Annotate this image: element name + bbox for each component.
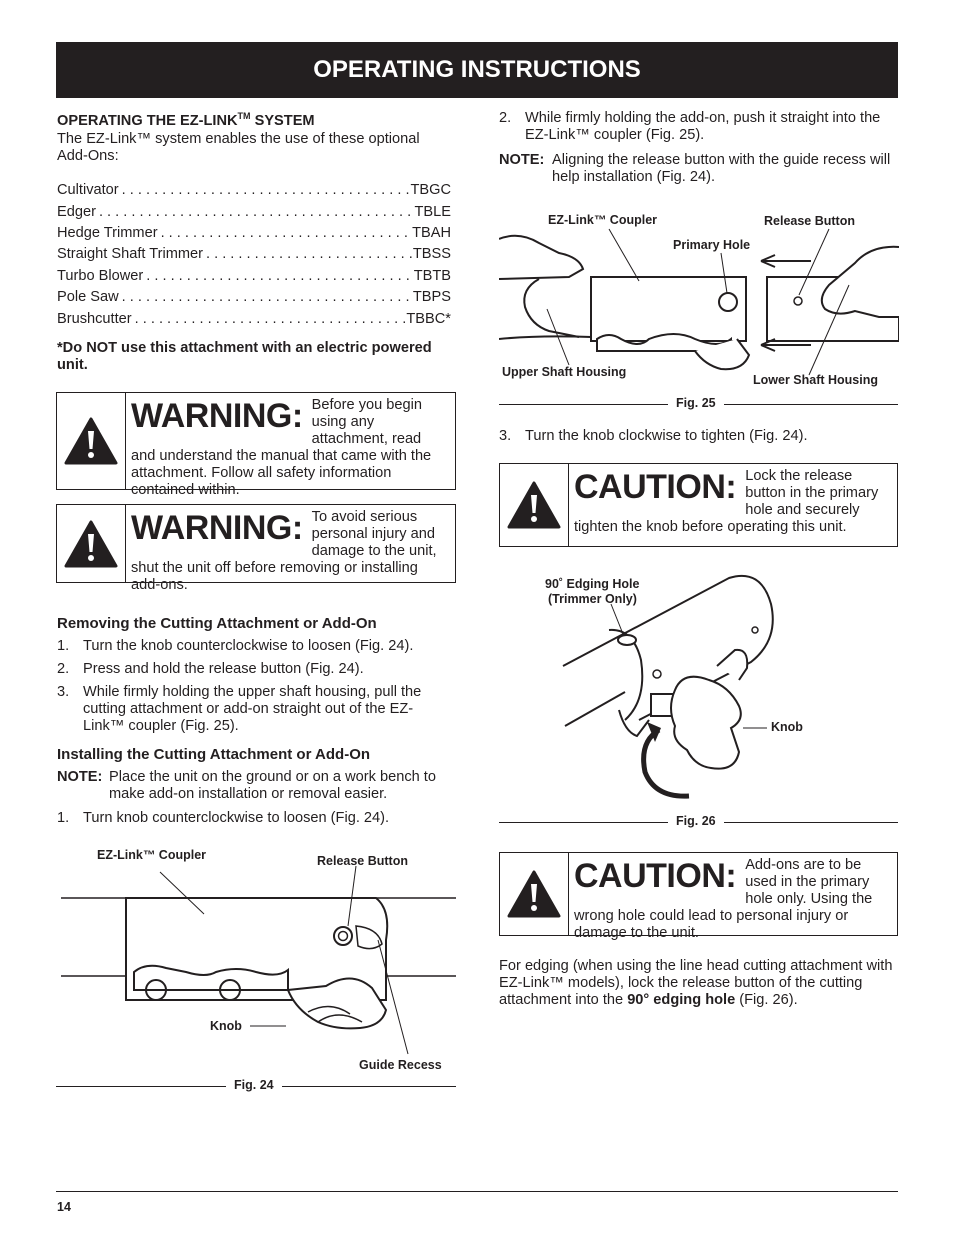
warning-text: To avoid serious personal injury and damage to the unit, shut the unit off before removing or installing add-ons.: [131, 509, 437, 593]
alignment-note: NOTE: Aligning the release button with the guide recess will help installation (Fig. 24).: [499, 152, 891, 185]
fig24-knob-label: Knob: [210, 1019, 242, 1033]
caution-box: [499, 463, 898, 547]
caution-box: [499, 852, 898, 941]
caution-label: CAUTION:: [574, 468, 737, 506]
fig25-coupler-label: EZ-Link™ Coupler: [548, 213, 658, 227]
fig25-release-label: Release Button: [764, 214, 855, 228]
fig24-recess-label: Guide Recess: [359, 1058, 442, 1072]
warning-label: WARNING:: [131, 509, 303, 547]
addon-row: Hedge Trimmer . . . TBAH: [57, 225, 451, 241]
footer-rule: [56, 1191, 898, 1192]
footnote: *Do NOT use this attachment with an electric powered unit.: [57, 340, 432, 373]
addon-row: Brushcutter . . . TBBC*: [57, 311, 451, 327]
addon-row: Cultivator . . . TBGC: [57, 182, 451, 198]
caution-icon: [507, 870, 561, 918]
install-step-2: [499, 110, 895, 150]
warning-label: WARNING:: [131, 397, 303, 435]
installing-heading: Installing the Cutting Attachment or Add-On: [57, 746, 371, 763]
removing-steps: [57, 638, 453, 741]
warning-box: [56, 504, 456, 593]
caution-text: Lock the release button in the primary hole and securely tighten the knob before operating this unit.: [574, 468, 879, 535]
section-title: OPERATING THE EZ-LINK™ SYSTEM: [57, 111, 315, 129]
fig25-caption: Fig. 25: [668, 396, 724, 410]
fig26-illustration: [499, 570, 899, 810]
fig24-coupler-label: EZ-Link™ Coupler: [97, 848, 207, 862]
list-item: 3. Turn the knob clockwise to tighten (Fig. 24).: [499, 428, 808, 444]
fig26-caption: Fig. 26: [668, 814, 724, 828]
fig26-edging-label: 90˚ Edging Hole: [545, 577, 640, 591]
page-number: 14: [57, 1200, 71, 1214]
install-step-3: [499, 428, 895, 451]
fig26-trimmer-only-label: (Trimmer Only): [548, 592, 637, 606]
removing-heading: Removing the Cutting Attachment or Add-On: [57, 615, 377, 632]
list-item: 2. Press and hold the release button (Fig. 24).: [57, 661, 364, 677]
caution-label: CAUTION:: [574, 857, 737, 895]
installing-note: NOTE: Place the unit on the ground or on a work bench to make add-on installation or removal easier.: [57, 769, 436, 802]
list-item: 3. While firmly holding the upper shaft housing, pull the cutting attachment or add-on straight out of the EZ-Link™ coupler (Fig. 25).: [57, 684, 422, 734]
fig24-illustration: [56, 840, 456, 1080]
caution-icon: [507, 481, 561, 529]
warning-text: Before you begin using any attachment, read and understand the manual that came with the attachment. Follow all safety information contained within.: [131, 397, 432, 498]
page-header: OPERATING INSTRUCTIONS: [56, 42, 898, 98]
warning-icon: [64, 520, 118, 568]
addon-row: Pole Saw . . . TBPS: [57, 289, 451, 305]
edging-paragraph: For edging (when using the line head cutting attachment with EZ-Link™ models), lock the release button of the cutting attachment into the 90° edging hole (Fig. 26).: [499, 958, 893, 1008]
fig25-primary-label: Primary Hole: [673, 238, 751, 252]
intro-text: The EZ-Link™ system enables the use of these optional Add-Ons:: [57, 131, 420, 164]
warning-icon: [64, 417, 118, 465]
addon-row: Edger . . . TBLE: [57, 204, 451, 220]
fig25-upper-label: Upper Shaft Housing: [502, 365, 627, 379]
fig26-knob-label: Knob: [771, 720, 803, 734]
fig24-release-label: Release Button: [317, 854, 408, 868]
list-item: 2. While firmly holding the add-on, push it straight into the EZ-Link™ coupler (Fig. 25).: [499, 110, 881, 143]
list-item: 1. Turn the knob counterclockwise to loosen (Fig. 24).: [57, 638, 414, 654]
fig25-lower-label: Lower Shaft Housing: [753, 373, 878, 387]
installing-steps: [57, 810, 453, 833]
warning-box: [56, 392, 456, 498]
fig24-caption: Fig. 24: [226, 1078, 282, 1092]
addon-row: Straight Shaft Trimmer . . . TBSS: [57, 246, 451, 262]
list-item: 1. Turn knob counterclockwise to loosen (Fig. 24).: [57, 810, 390, 826]
caution-text: Add-ons are to be used in the primary hole only. Using the wrong hole could lead to personal injury or damage to the unit.: [574, 857, 873, 941]
addon-row: Turbo Blower . . . TBTB: [57, 268, 451, 284]
